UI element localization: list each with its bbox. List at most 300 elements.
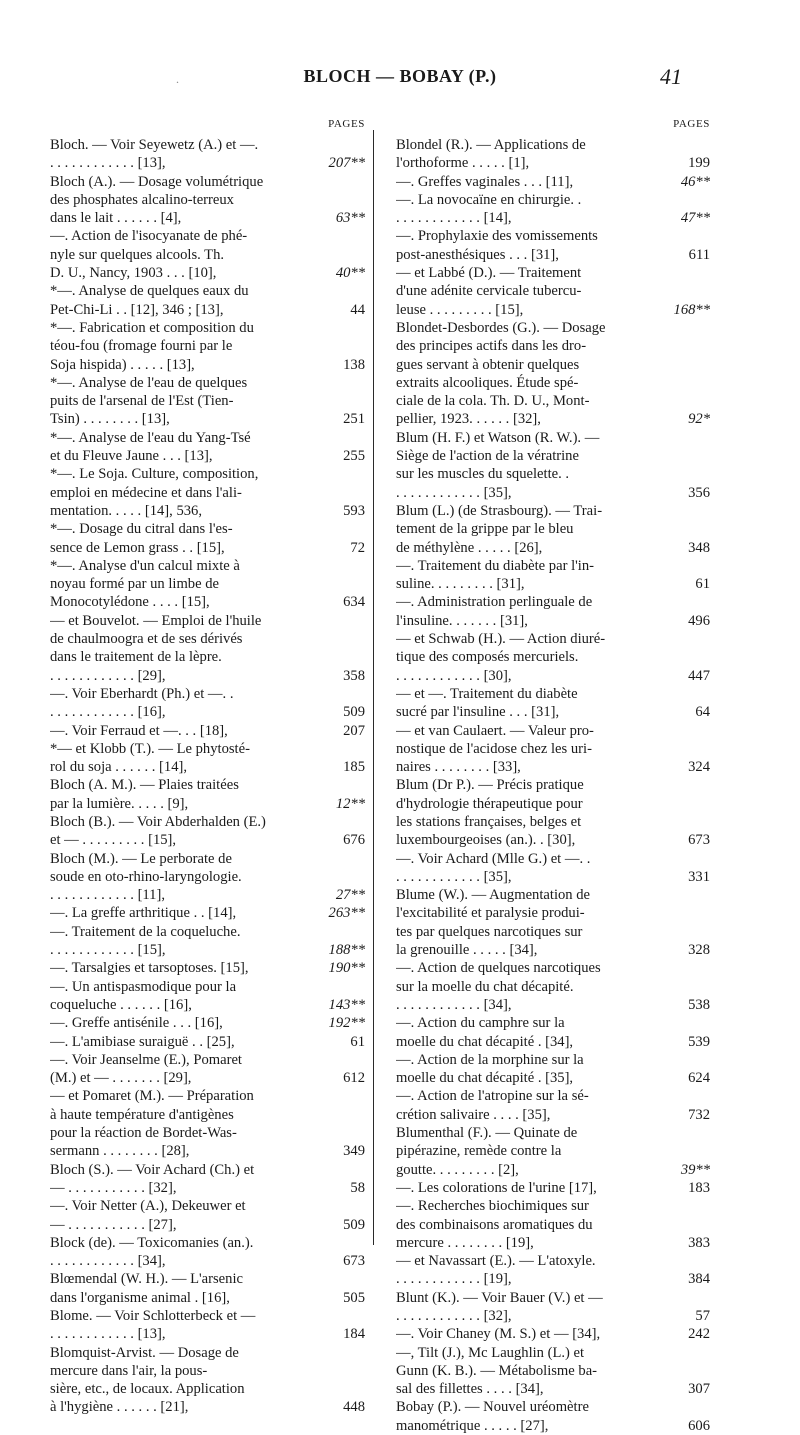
entry-text xyxy=(50,1344,319,1417)
page-reference: 255 xyxy=(343,448,365,465)
page-reference: 505 xyxy=(343,1289,365,1306)
entry-line: luxembourgeoises (an.). . [30], xyxy=(396,832,576,849)
entry-line: post-anesthésiques . . . [31], xyxy=(396,246,559,263)
page-reference: 593 xyxy=(343,502,365,519)
entry-line: . . . . . . . . . . . . [13], xyxy=(50,1326,166,1343)
entry-line: suline. . . . . . . . . [31], xyxy=(396,576,525,593)
entry-line: l'insuline. . . . . . . [31], xyxy=(396,612,528,629)
index-entry xyxy=(50,429,365,466)
page-reference: 732 xyxy=(688,1106,710,1123)
page-reference: 331 xyxy=(688,868,710,885)
index-entry xyxy=(50,557,365,612)
entry-line: nostique de l'acidose chez les uri- xyxy=(396,740,592,757)
entry-line: Blum (L.) (de Strasbourg). — Trai- xyxy=(396,502,603,519)
index-entry xyxy=(396,319,710,429)
index-entry xyxy=(50,1014,365,1032)
entry-line: —. Action de l'isocyanate de phé- xyxy=(50,228,248,245)
index-entry xyxy=(50,959,365,977)
page-reference: 185 xyxy=(343,759,365,776)
entry-line: . . . . . . . . . . . . [15], xyxy=(50,942,166,959)
page-reference: 46** xyxy=(680,173,710,190)
index-entry xyxy=(396,1344,710,1399)
entry-text xyxy=(50,740,319,777)
entry-line: Soja hispida) . . . . . [13], xyxy=(50,356,195,373)
index-entry xyxy=(50,465,365,520)
page-reference: 611 xyxy=(688,246,710,263)
entry-line: . . . . . . . . . . . . [16], xyxy=(50,704,166,721)
entry-text xyxy=(396,1014,664,1051)
index-entry xyxy=(50,136,365,173)
page-reference: 324 xyxy=(688,759,710,776)
page-reference: 538 xyxy=(688,996,710,1013)
entry-text xyxy=(50,227,319,282)
entry-text xyxy=(396,557,664,594)
entry-line: tique des composés mercuriels. xyxy=(396,649,579,666)
index-entry xyxy=(50,227,365,282)
entry-text xyxy=(50,319,319,374)
entry-text xyxy=(396,886,664,959)
index-entry xyxy=(50,1051,365,1088)
entry-text xyxy=(50,850,319,905)
entry-line: dans l'organisme animal . [16], xyxy=(50,1289,230,1306)
entry-line: *—. Analyse de quelques eaux du xyxy=(50,283,249,300)
entry-line: —. Traitement du diabète par l'in- xyxy=(396,557,594,574)
page-reference: 509 xyxy=(343,704,365,721)
index-entry xyxy=(50,520,365,557)
page-reference: 634 xyxy=(343,594,365,611)
entry-line: — et Labbé (D.). — Traitement xyxy=(396,265,582,282)
entry-line: la grenouille . . . . . [34], xyxy=(396,942,538,959)
page-reference: 168** xyxy=(673,301,710,318)
index-entry xyxy=(396,593,710,630)
index-entry xyxy=(396,722,710,777)
index-entry xyxy=(396,1197,710,1252)
entry-line: . . . . . . . . . . . . [34], xyxy=(50,1253,166,1270)
entry-line: —. Action de l'atropine sur la sé- xyxy=(396,1088,589,1105)
index-entry xyxy=(396,886,710,959)
pages-label: PAGES xyxy=(328,118,365,130)
entry-line: Tsin) . . . . . . . . [13], xyxy=(50,411,170,428)
entry-text xyxy=(50,465,319,520)
entry-line: extraits alcooliques. Étude spé- xyxy=(396,374,579,391)
entry-text xyxy=(50,1087,319,1160)
entry-line: —. Administration perlinguale de xyxy=(396,594,593,611)
entry-text xyxy=(50,776,319,813)
entry-text xyxy=(396,959,664,1014)
index-entry xyxy=(396,173,710,191)
entry-line: mercure dans l'air, la pous- xyxy=(50,1362,208,1379)
index-entry xyxy=(50,319,365,374)
page-reference: 27** xyxy=(335,887,365,904)
index-entry xyxy=(396,136,710,173)
entry-line: —. La novocaïne en chirurgie. . xyxy=(396,191,582,208)
entry-line: . . . . . . . . . . . . [19], xyxy=(396,1271,512,1288)
entry-line: Blunt (K.). — Voir Bauer (V.) et — xyxy=(396,1289,603,1306)
page-reference: 47** xyxy=(680,210,710,227)
entry-text xyxy=(396,1325,664,1343)
page-reference: 624 xyxy=(688,1070,710,1087)
index-entry xyxy=(396,1325,710,1343)
entry-line: —. Recherches biochimiques sur xyxy=(396,1198,589,1215)
entry-line: —. Action de quelques narcotiques xyxy=(396,960,601,977)
index-entry xyxy=(396,1179,710,1197)
entry-line: Blondet-Desbordes (G.). — Dosage xyxy=(396,319,606,336)
entry-line: —. Voir Chaney (M. S.) et — [34], xyxy=(396,1326,601,1343)
entry-text xyxy=(50,282,319,319)
index-entry xyxy=(396,1289,710,1326)
entry-line: à haute température d'antigènes xyxy=(50,1106,234,1123)
page-reference: 448 xyxy=(343,1399,365,1416)
page-title: BLOCH — BOBAY (P.) xyxy=(303,66,497,86)
entry-line: —. Action du camphre sur la xyxy=(396,1015,565,1032)
index-entry xyxy=(50,740,365,777)
page-reference: 606 xyxy=(688,1417,710,1434)
page-reference: 539 xyxy=(688,1033,710,1050)
entry-text xyxy=(396,502,664,557)
entry-line: . . . . . . . . . . . . [34], xyxy=(396,996,512,1013)
entry-line: —. Action de la morphine sur la xyxy=(396,1051,584,1068)
entry-line: —. Greffes vaginales . . . [11], xyxy=(396,173,574,190)
entry-line: Blumenthal (F.). — Quinate de xyxy=(396,1125,578,1142)
entry-line: des principes actifs dans les dro- xyxy=(396,338,587,355)
entry-text xyxy=(396,1087,664,1124)
entry-line: —. La greffe arthritique . . [14], xyxy=(50,905,237,922)
entry-line: sucré par l'insuline . . . [31], xyxy=(396,704,560,721)
page-reference: 184 xyxy=(343,1326,365,1343)
margin-dot: . xyxy=(176,72,179,86)
entry-line: —. Greffe antisénile . . . [16], xyxy=(50,1015,223,1032)
entry-text xyxy=(50,1051,319,1088)
index-entry xyxy=(50,1161,365,1198)
entry-text xyxy=(50,1234,319,1271)
entry-line: mercure . . . . . . . . [19], xyxy=(396,1234,534,1251)
index-entry xyxy=(396,264,710,319)
entry-text xyxy=(50,520,319,557)
entry-line: téou-fou (fromage fourni par le xyxy=(50,338,233,355)
index-entry xyxy=(50,1234,365,1271)
entry-text xyxy=(50,959,319,977)
page-reference: 307 xyxy=(688,1381,710,1398)
entry-line: Siège de l'action de la vératrine xyxy=(396,448,579,465)
page-reference: 63** xyxy=(335,210,365,227)
entry-line: Bloch (A.). — Dosage volumétrique xyxy=(50,173,264,190)
entry-line: *—. Fabrication et composition du xyxy=(50,319,254,336)
page-reference: 251 xyxy=(343,411,365,428)
page-reference: 263** xyxy=(328,905,365,922)
entry-line: Bloch (A. M.). — Plaies traitées xyxy=(50,777,239,794)
index-entry xyxy=(50,1344,365,1417)
entry-line: de méthylène . . . . . [26], xyxy=(396,539,543,556)
entry-line: sermann . . . . . . . . [28], xyxy=(50,1143,190,1160)
entry-line: . . . . . . . . . . . . [32], xyxy=(396,1308,512,1324)
page-reference: 673 xyxy=(688,832,710,849)
entry-text xyxy=(396,1344,664,1399)
entry-line: Bobay (P.). — Nouvel uréomètre xyxy=(396,1399,589,1416)
index-entry xyxy=(396,191,710,228)
page-reference: 58 xyxy=(350,1179,365,1196)
entry-line: Blum (H. F.) et Watson (R. W.). — xyxy=(396,429,600,446)
running-head xyxy=(0,66,800,94)
page-reference: 190** xyxy=(328,960,365,977)
index-entry xyxy=(396,1252,710,1289)
entry-line: —. Tarsalgies et tarsoptoses. [15], xyxy=(50,960,249,977)
page-reference: 612 xyxy=(343,1070,365,1087)
entry-line: sière, etc., de locaux. Application xyxy=(50,1381,245,1398)
entry-text xyxy=(50,685,319,722)
entry-line: l'excitabilité et paralysie produi- xyxy=(396,905,585,922)
entry-line: —. Voir Ferraud et —. . . [18], xyxy=(50,722,228,739)
entry-text xyxy=(396,1289,664,1326)
entry-line: soude en oto-rhino-laryngologie. xyxy=(50,868,242,885)
entry-line: . . . . . . . . . . . . [29], xyxy=(50,667,166,684)
index-entry xyxy=(50,1307,365,1344)
entry-line: pour la réaction de Bordet-Was- xyxy=(50,1125,237,1142)
page-reference: 496 xyxy=(688,612,710,629)
page-reference: 348 xyxy=(688,539,710,556)
entry-text xyxy=(50,1033,319,1051)
entry-line: Blome. — Voir Schlotterbeck et — xyxy=(50,1308,256,1324)
entry-line: Blume (W.). — Augmentation de xyxy=(396,887,591,904)
index-entry xyxy=(396,1051,710,1088)
entry-line: dans le lait . . . . . . [4], xyxy=(50,210,182,227)
entry-text xyxy=(396,1179,664,1197)
entry-text xyxy=(396,264,664,319)
entry-line: Monocotylédone . . . . [15], xyxy=(50,594,210,611)
entry-line: . . . . . . . . . . . . [11], xyxy=(50,887,165,904)
index-entry xyxy=(50,978,365,1015)
entry-text xyxy=(50,923,319,960)
entry-line: par la lumière. . . . . [9], xyxy=(50,795,189,812)
page-reference: 57 xyxy=(695,1308,710,1324)
entry-line: —. Traitement de la coqueluche. xyxy=(50,923,241,940)
entry-line: des phosphates alcalino-terreux xyxy=(50,191,234,208)
entry-line: — et Navassart (E.). — L'atoxyle. xyxy=(396,1253,596,1270)
index-entry xyxy=(396,1124,710,1179)
entry-text xyxy=(396,173,664,191)
entry-line: — et —. Traitement du diabète xyxy=(396,685,578,702)
entry-line: rol du soja . . . . . . [14], xyxy=(50,759,188,776)
entry-text xyxy=(396,776,664,849)
entry-line: et du Fleuve Jaune . . . [13], xyxy=(50,448,213,465)
entry-line: —. Voir Jeanselme (E.), Pomaret xyxy=(50,1051,242,1068)
entry-line: les stations françaises, belges et xyxy=(396,813,582,830)
index-entry xyxy=(396,557,710,594)
entry-line: Bloch. — Voir Seyewetz (A.) et —. xyxy=(50,137,259,153)
entry-line: emploi en médecine et dans l'ali- xyxy=(50,484,242,501)
entry-line: —. Voir Netter (A.), Dekeuwer et xyxy=(50,1198,246,1215)
entry-line: tes par quelques narcotiques sur xyxy=(396,923,583,940)
entry-line: pellier, 1923. . . . . . [32], xyxy=(396,411,541,428)
entry-line: sur la moelle du chat décapité. xyxy=(396,978,574,995)
entry-line: — et Schwab (H.). — Action diuré- xyxy=(396,631,606,648)
page-reference: 188** xyxy=(328,942,365,959)
entry-text xyxy=(396,1252,664,1289)
index-entry xyxy=(50,722,365,740)
entry-line: moelle du chat décapité . [34], xyxy=(396,1033,574,1050)
entry-line: D. U., Nancy, 1903 . . . [10], xyxy=(50,265,217,282)
entry-line: Gunn (K. B.). — Métabolisme ba- xyxy=(396,1362,598,1379)
entry-line: tement de la grippe par le bleu xyxy=(396,521,574,538)
entry-line: —. Un antispasmodique pour la xyxy=(50,978,237,995)
entry-text xyxy=(396,136,664,173)
entry-line: . . . . . . . . . . . . [35], xyxy=(396,868,512,885)
entry-line: manométrique . . . . . [27], xyxy=(396,1417,549,1434)
entry-text xyxy=(50,1197,319,1234)
right-column xyxy=(396,118,710,1435)
entry-line: —. L'amibiase suraiguë . . [25], xyxy=(50,1033,235,1050)
entry-line: et — . . . . . . . . . [15], xyxy=(50,832,177,849)
entry-line: —, Tilt (J.), Mc Laughlin (L.) et xyxy=(396,1344,585,1361)
page-reference: 61 xyxy=(695,576,710,593)
entry-line: à l'hygiène . . . . . . [21], xyxy=(50,1399,189,1416)
entry-text xyxy=(396,1051,664,1088)
entry-line: — et Pomaret (M.). — Préparation xyxy=(50,1088,254,1105)
index-entry xyxy=(396,959,710,1014)
entry-line: d'une adénite cervicale tubercu- xyxy=(396,283,582,300)
entry-line: Block (de). — Toxicomanies (an.). xyxy=(50,1234,254,1251)
entry-text xyxy=(50,813,319,850)
entry-line: l'orthoforme . . . . . [1], xyxy=(396,155,530,172)
index-entry xyxy=(50,923,365,960)
page-reference: 349 xyxy=(343,1143,365,1160)
entry-line: dans le traitement de la lèpre. xyxy=(50,649,222,666)
index-entry xyxy=(50,1197,365,1234)
index-entry xyxy=(396,227,710,264)
page-reference: 12** xyxy=(335,795,365,812)
entry-text xyxy=(396,319,664,429)
entry-line: Bloch (M.). — Le perborate de xyxy=(50,850,232,867)
page-reference: 447 xyxy=(688,667,710,684)
entry-line: sur les muscles du squelette. . xyxy=(396,466,570,483)
entry-line: — et Bouvelot. — Emploi de l'huile xyxy=(50,612,262,629)
page-reference: 242 xyxy=(688,1326,710,1343)
page-reference: 383 xyxy=(688,1234,710,1251)
entry-text xyxy=(396,1124,664,1179)
entry-line: pipérazine, remède contre la xyxy=(396,1143,562,1160)
entry-line: Pet-Chi-Li . . [12], 346 ; [13], xyxy=(50,301,224,318)
page-reference: 92* xyxy=(688,411,710,428)
page-reference: 64 xyxy=(695,704,710,721)
left-column xyxy=(50,118,365,1417)
entry-text xyxy=(396,227,664,264)
entry-line: coqueluche . . . . . . [16], xyxy=(50,996,192,1013)
entry-line: moelle du chat décapité . [35], xyxy=(396,1070,574,1087)
index-entry xyxy=(396,630,710,685)
index-entry xyxy=(50,374,365,429)
index-entry xyxy=(50,1033,365,1051)
entry-line: *— et Klobb (T.). — Le phytosté- xyxy=(50,740,250,757)
entry-text xyxy=(396,850,664,887)
entry-line: Blomquist-Arvist. — Dosage de xyxy=(50,1344,239,1361)
entry-text xyxy=(50,173,319,228)
entry-line: naires . . . . . . . . [33], xyxy=(396,759,521,776)
page-reference: 72 xyxy=(350,539,365,556)
index-entry xyxy=(50,282,365,319)
page-reference: 39** xyxy=(680,1161,710,1178)
entry-line: Blondel (R.). — Applications de xyxy=(396,137,586,153)
entry-text xyxy=(396,191,664,228)
entry-line: des combinaisons aromatiques du xyxy=(396,1216,593,1233)
index-entry xyxy=(50,850,365,905)
page-reference: 676 xyxy=(343,832,365,849)
entry-line: —. Prophylaxie des vomissements xyxy=(396,228,598,245)
entry-text xyxy=(396,429,664,502)
entry-line: d'hydrologie thérapeutique pour xyxy=(396,795,583,812)
entry-text xyxy=(396,1398,664,1435)
index-entry xyxy=(396,1014,710,1051)
page-reference: 358 xyxy=(343,667,365,684)
entry-line: de chaulmoogra et de ses dérivés xyxy=(50,631,243,648)
entry-line: ciale de la cola. Th. D. U., Mont- xyxy=(396,393,590,410)
entry-line: — . . . . . . . . . . . [27], xyxy=(50,1216,177,1233)
index-entry xyxy=(396,1087,710,1124)
entry-line: sence de Lemon grass . . [15], xyxy=(50,539,225,556)
index-entry xyxy=(396,1398,710,1435)
page-reference: 138 xyxy=(343,356,365,373)
entry-line: Blœmendal (W. H.). — L'arsenic xyxy=(50,1271,243,1288)
index-entry xyxy=(50,612,365,685)
pages-label: PAGES xyxy=(673,118,710,130)
page-reference: 44 xyxy=(350,301,365,318)
page-reference: 183 xyxy=(688,1179,710,1196)
page-reference: 40** xyxy=(335,265,365,282)
page-reference: 673 xyxy=(343,1253,365,1270)
page-reference: 143** xyxy=(328,996,365,1013)
page-reference: 192** xyxy=(328,1015,365,1032)
entry-line: crétion salivaire . . . . [35], xyxy=(396,1106,551,1123)
index-entry xyxy=(50,1087,365,1160)
page-reference: 356 xyxy=(688,484,710,501)
entry-line: — . . . . . . . . . . . [32], xyxy=(50,1179,177,1196)
entry-text xyxy=(396,593,664,630)
entry-line: *—. Analyse de l'eau du Yang-Tsé xyxy=(50,429,251,446)
page-reference: 384 xyxy=(688,1271,710,1288)
index-entry xyxy=(396,502,710,557)
entry-line: leuse . . . . . . . . . [15], xyxy=(396,301,524,318)
page-reference: 199 xyxy=(688,155,710,172)
index-entry xyxy=(50,776,365,813)
entry-text xyxy=(50,557,319,612)
entry-line: *—. Dosage du citral dans l'es- xyxy=(50,521,233,538)
column-divider xyxy=(373,130,374,1245)
entry-line: goutte. . . . . . . . . [2], xyxy=(396,1161,519,1178)
entry-text xyxy=(50,136,319,173)
entry-text xyxy=(50,429,319,466)
entry-line: Bloch (S.). — Voir Achard (Ch.) et xyxy=(50,1161,255,1178)
entry-line: — et van Caulaert. — Valeur pro- xyxy=(396,722,594,739)
index-entry xyxy=(396,429,710,502)
page-reference: 207 xyxy=(343,722,365,739)
page-reference: 328 xyxy=(688,942,710,959)
index-entry xyxy=(396,685,710,722)
entry-line: Blum (Dr P.). — Précis pratique xyxy=(396,777,584,794)
index-entry xyxy=(50,685,365,722)
entry-line: mentation. . . . . [14], 536, xyxy=(50,502,202,519)
entry-text xyxy=(50,612,319,685)
entry-line: *—. Le Soja. Culture, composition, xyxy=(50,466,259,483)
entry-line: —. Voir Achard (Mlle G.) et —. . xyxy=(396,850,591,867)
entry-line: . . . . . . . . . . . . [13], xyxy=(50,155,166,172)
entry-line: sal des fillettes . . . . [34], xyxy=(396,1381,544,1398)
entry-line: . . . . . . . . . . . . [30], xyxy=(396,667,512,684)
entry-line: Bloch (B.). — Voir Abderhalden (E.) xyxy=(50,813,266,830)
entry-text xyxy=(396,685,664,722)
index-entry xyxy=(396,850,710,887)
entry-text xyxy=(50,722,319,740)
entry-text xyxy=(396,722,664,777)
entry-line: noyau formé par un limbe de xyxy=(50,576,219,593)
entry-text xyxy=(396,1197,664,1252)
